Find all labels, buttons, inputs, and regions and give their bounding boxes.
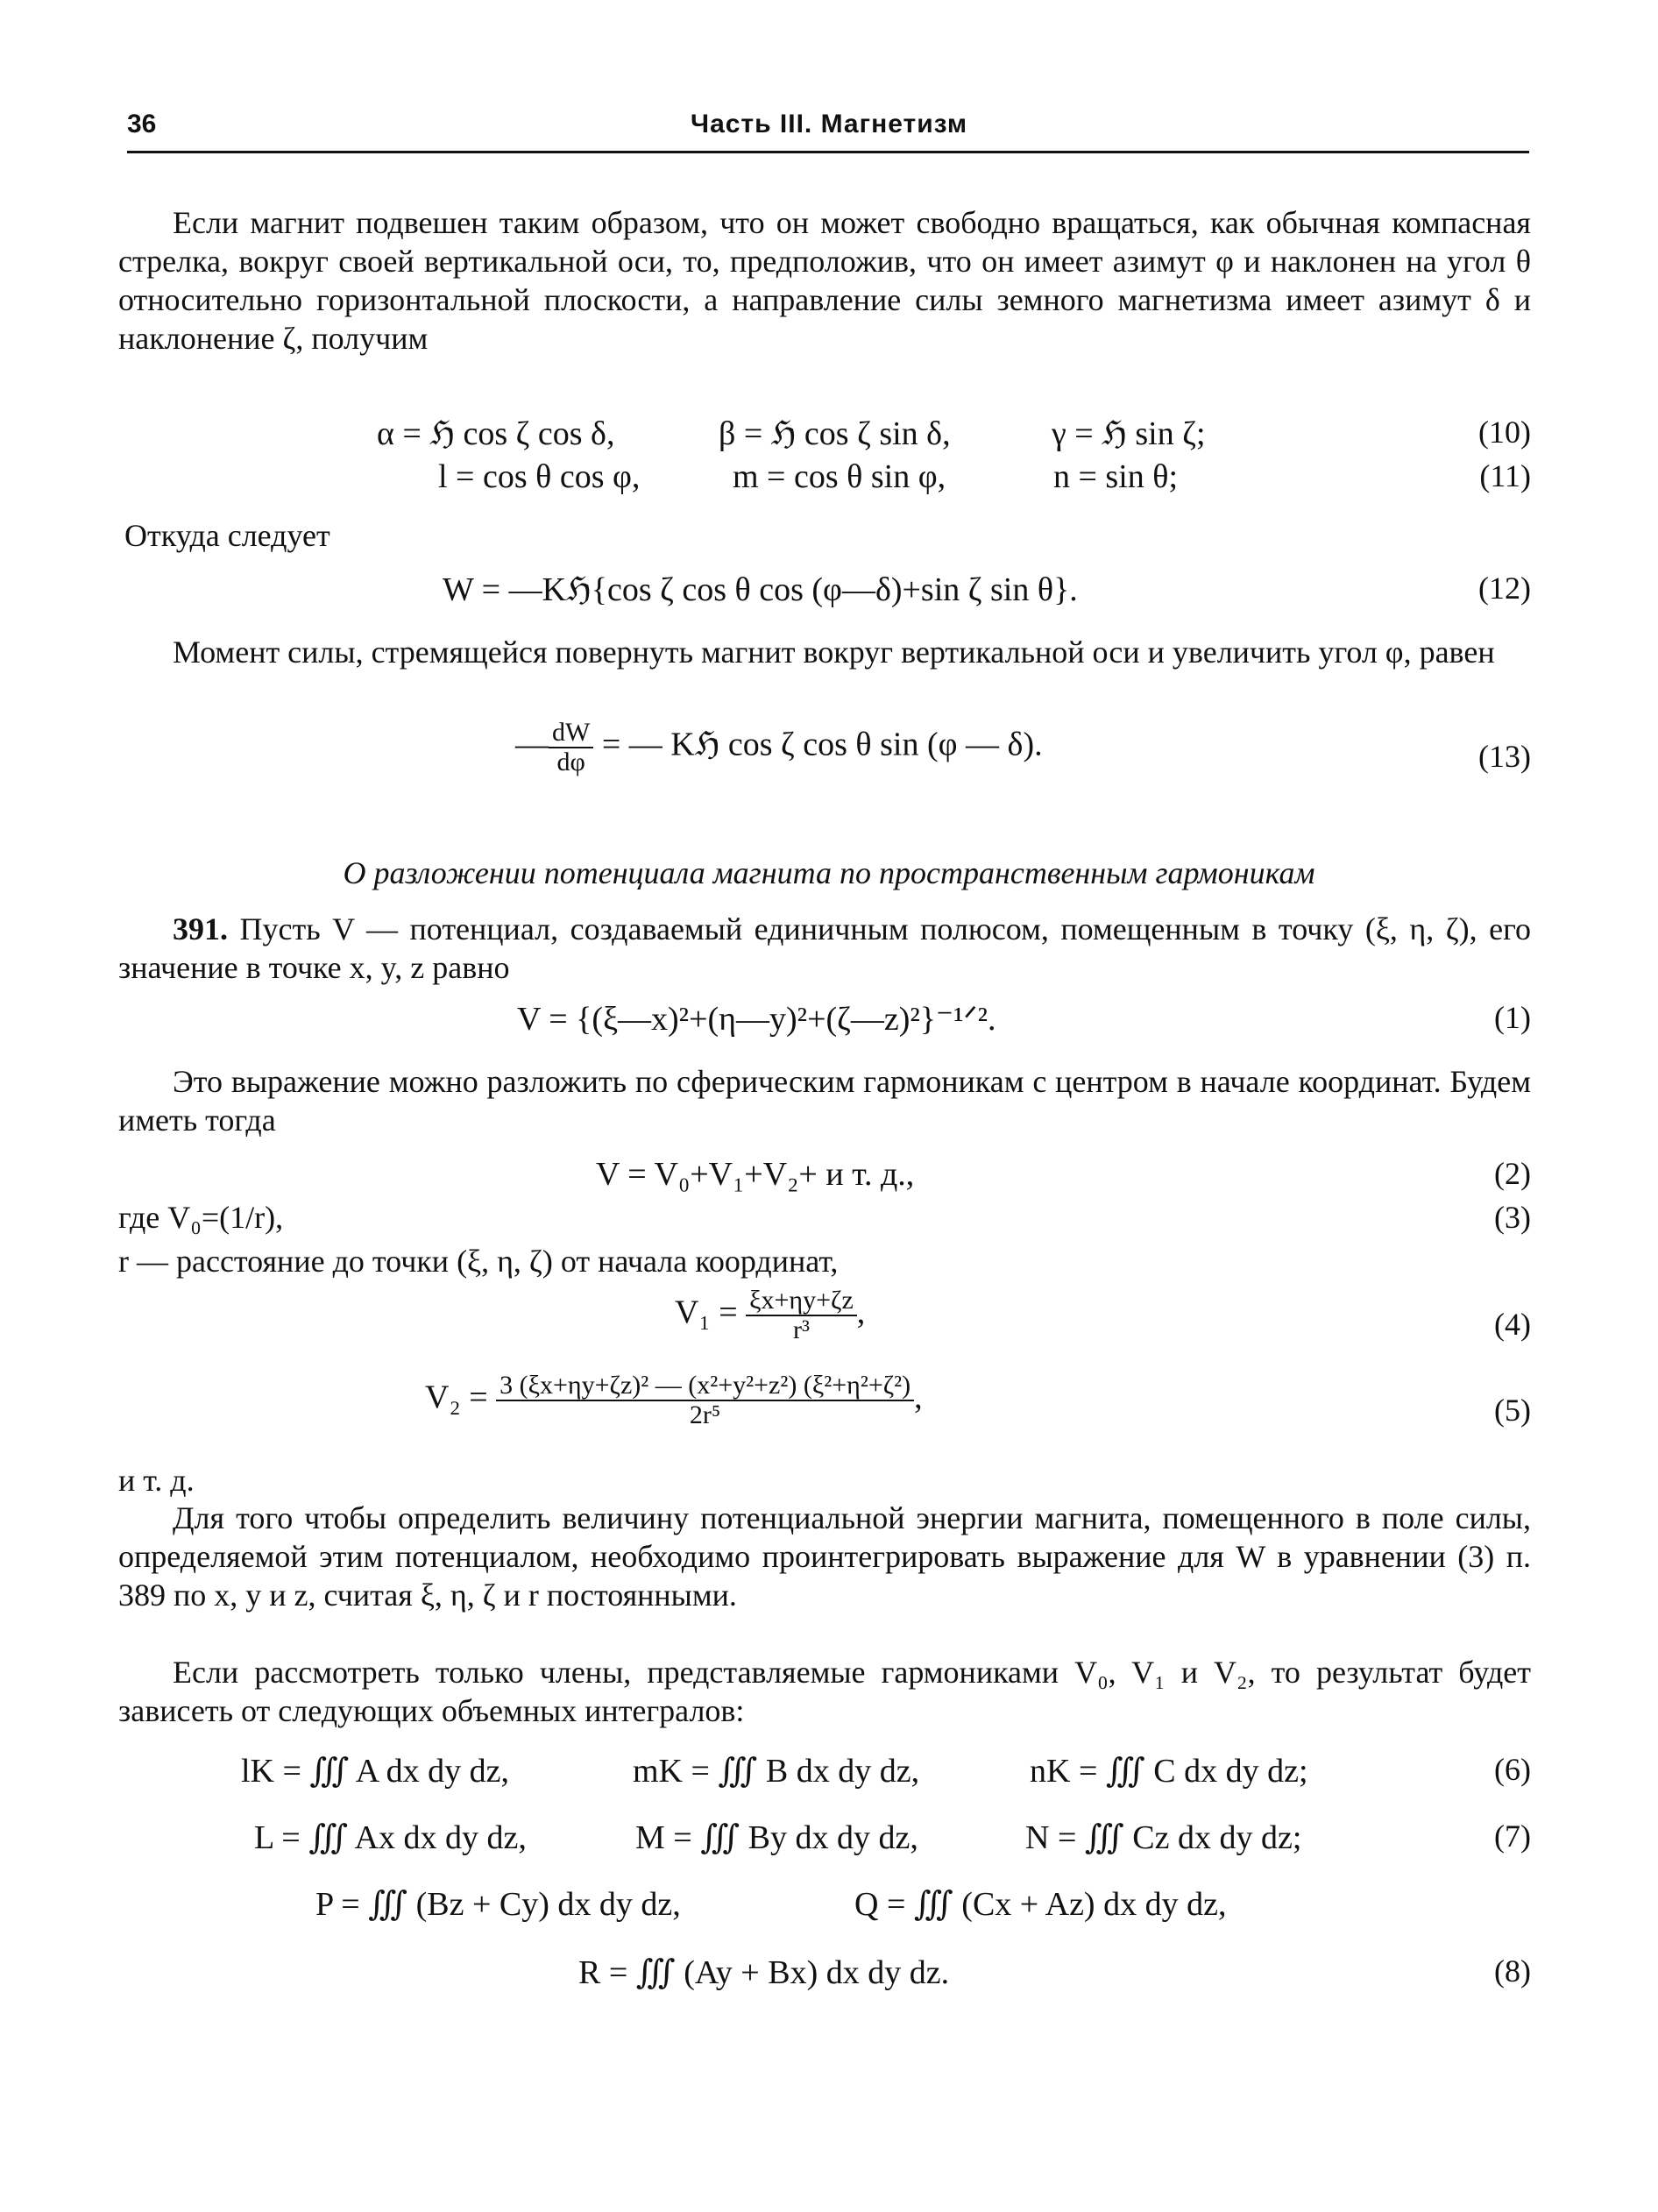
- equation-6-m: mK = ∭ B dx dy dz,: [633, 1753, 920, 1790]
- equation-8-Q: Q = ∭ (Cx + Az) dx dy dz,: [854, 1886, 1227, 1923]
- equation-6-l: lK = ∭ A dx dy dz,: [241, 1753, 509, 1790]
- paragraph-volume-integrals: Если рассмотреть только члены, представляемые гармониками V₀, V₁ и V₂, то результат будет зависеть от следующих объемных интегралов:: [118, 1655, 1531, 1728]
- equation-4-tail: ,: [856, 1294, 866, 1331]
- header-rule: [127, 151, 1529, 153]
- equation-4-lhs: V₁ =: [675, 1294, 738, 1331]
- equation-13-fraction: [549, 719, 593, 776]
- running-title: Часть III. Магнетизм: [690, 110, 968, 138]
- equation-number-8: (8): [1494, 1953, 1531, 1989]
- equation-11-m: m = cos θ sin φ,: [733, 458, 946, 495]
- equation-3: где V₀=(1/r),: [118, 1200, 284, 1235]
- equation-10-alpha: α = ℌ cos ζ cos δ,: [377, 415, 615, 452]
- equation-8-R: R = ∭ (Ay + Bx) dx dy dz.: [578, 1954, 950, 1991]
- equation-8-P: P = ∭ (Bz + Cy) dx dy dz,: [315, 1886, 681, 1923]
- equation-5-lhs: V₂ =: [425, 1379, 488, 1416]
- paragraph-expansion: Это выражение можно разложить по сферическим гармоникам с центром в начале координат. Будем иметь тогда: [118, 1064, 1531, 1138]
- section-heading: О разложении потенциала магнита по пространственным гармоникам: [343, 855, 1315, 890]
- equation-6-n: nK = ∭ C dx dy dz;: [1030, 1753, 1308, 1790]
- equation-13: [515, 719, 1043, 776]
- equation-1: V = {(ξ—x)²+(η—y)²+(ζ—z)²}⁻¹ᐟ².: [517, 1001, 996, 1038]
- paragraph-hence: Откуда следует: [124, 518, 330, 553]
- equation-5-tail: ,: [914, 1379, 923, 1416]
- equation-2: V = V₀+V₁+V₂+ и т. д.,: [596, 1156, 915, 1193]
- equation-number-6: (6): [1494, 1752, 1531, 1787]
- equation-4-numerator: ξx+ηy+ζz: [746, 1287, 857, 1316]
- equation-5-denominator: 2r⁵: [689, 1400, 721, 1429]
- line-r-distance: r — расстояние до точки (ξ, η, ζ) от начала координат,: [118, 1244, 839, 1279]
- equation-12: W = —Kℌ{cos ζ cos θ cos (φ—δ)+sin ζ sin θ}.: [443, 571, 1078, 608]
- equation-13-numerator: dW: [549, 719, 593, 748]
- equation-7-M: M = ∭ By dx dy dz,: [635, 1819, 918, 1856]
- equation-11-l: l = cos θ cos φ,: [438, 458, 641, 495]
- equation-13-denominator: dφ: [556, 748, 585, 776]
- equation-number-7: (7): [1494, 1819, 1531, 1854]
- paragraph-391-text: Пусть V — потенциал, создаваемый единичным полюсом, помещенным в точку (ξ, η, ζ), его значение в точке x, y, z равно: [118, 911, 1532, 985]
- equation-13-rhs: = — Kℌ cos ζ cos θ sin (φ — δ).: [601, 726, 1043, 763]
- equation-4-fraction: [746, 1287, 857, 1344]
- equation-11-n: n = sin θ;: [1053, 458, 1179, 495]
- equation-number-12: (12): [1478, 571, 1531, 606]
- equation-7-L: L = ∭ Ax dx dy dz,: [254, 1819, 527, 1856]
- paragraph-391: [118, 910, 1531, 987]
- equation-5-fraction: [496, 1372, 914, 1429]
- equation-4: [675, 1287, 865, 1344]
- equation-number-3: (3): [1494, 1200, 1531, 1235]
- line-etc: и т. д.: [118, 1463, 195, 1498]
- equation-13-minus: —: [515, 726, 549, 763]
- paragraph-moment: Момент силы, стремящейся повернуть магнит вокруг вертикальной оси и увеличить угол φ, равен: [173, 635, 1495, 670]
- equation-number-11: (11): [1479, 458, 1531, 493]
- equation-number-13: (13): [1478, 739, 1531, 774]
- equation-10-gamma: γ = ℌ sin ζ;: [1052, 415, 1206, 452]
- equation-number-5: (5): [1494, 1393, 1531, 1428]
- equation-number-4: (4): [1494, 1307, 1531, 1342]
- equation-4-denominator: r³: [792, 1315, 810, 1344]
- equation-10-beta: β = ℌ cos ζ sin δ,: [719, 415, 951, 452]
- equation-number-1: (1): [1494, 1000, 1531, 1035]
- equation-number-2: (2): [1494, 1156, 1531, 1191]
- paragraph-magnet-suspension: Если магнит подвешен таким образом, что он может свободно вращаться, как обычная компасная стрелка, вокруг своей вертикальной оси, то, предположив, что он имеет азимут φ и наклонен на угол θ относительно горизонтальной плоскости, а направление силы земного магнетизма имеет азимут δ и наклонение ζ, получим: [118, 205, 1531, 356]
- equation-5-numerator: 3 (ξx+ηy+ζz)² — (x²+y²+z²) (ξ²+η²+ζ²): [496, 1372, 914, 1401]
- equation-number-10: (10): [1478, 415, 1531, 450]
- section-number: 391.: [173, 911, 228, 946]
- page-number: 36: [127, 110, 157, 138]
- equation-5: [425, 1372, 923, 1429]
- paragraph-potential-energy: Для того чтобы определить величину потенциальной энергии магнита, помещенного в поле силы, определяемой этим потенциалом, необходимо проинтегрировать выражение для W в уравнении (3) п. 389 по x, y и z, считая ξ, η, ζ и r постоянными.: [118, 1500, 1531, 1613]
- equation-7-N: N = ∭ Cz dx dy dz;: [1025, 1819, 1302, 1856]
